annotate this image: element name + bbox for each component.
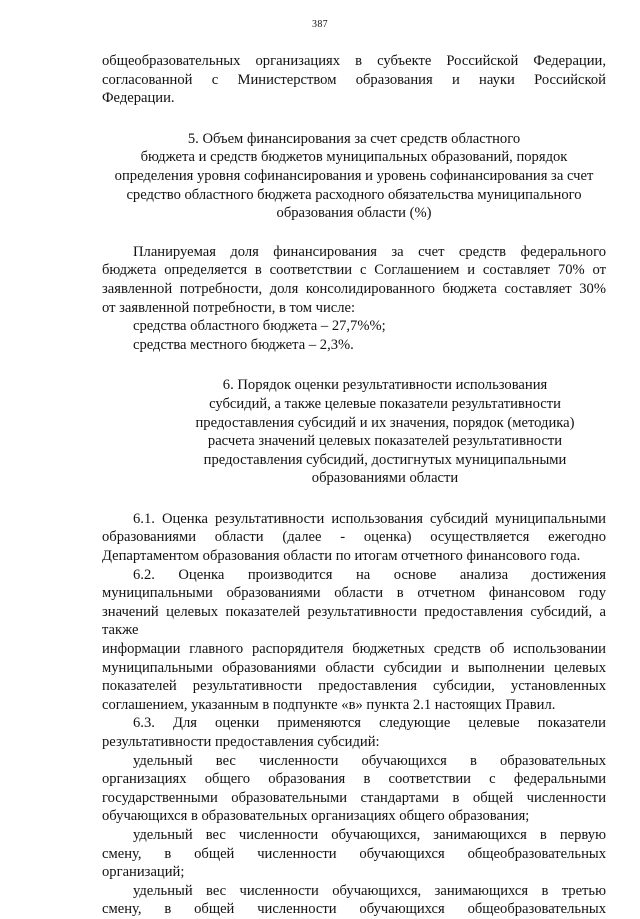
text-line: государственными образовательными стандартами в общей численности — [102, 789, 606, 806]
indicator-3 — [102, 882, 606, 919]
text-line: удельный вес численности обучающихся, занимающихся в третью — [133, 882, 606, 899]
funding-item-regional: средства областного бюджета – 27,7%%; — [133, 318, 386, 335]
heading-line: средство областного бюджета расходного обязательства муниципального — [126, 186, 582, 203]
text-line: соглашением, указанным в подпункте «в» пункта 2.1 настоящих Правил. — [102, 696, 556, 713]
text-line: удельный вес численности обучающихся, занимающихся в первую — [133, 826, 606, 843]
text-line: бюджета определяется в соответствии с Соглашением и составляет 70% от — [102, 262, 606, 279]
heading-line: предоставления субсидий, достигнутых муниципальными — [203, 451, 567, 468]
heading-line: 5. Объем финансирования за счет средств областного — [187, 130, 521, 147]
text-line: муниципальными образованиями области в отчетном финансовом году — [102, 585, 606, 602]
funding-item-local: средства местного бюджета – 2,3%. — [133, 336, 354, 353]
paragraph-6-3 — [102, 714, 606, 751]
text-line: смену, в общей численности обучающихся общеобразовательных — [102, 845, 606, 862]
text-line: показателей результативности предоставления субсидии, установленных — [102, 678, 606, 695]
text-line: муниципальными образованиями области субсидии и выполнении целевых — [102, 659, 606, 676]
text-line: обучающихся в образовательных организациях общего образования; — [102, 808, 530, 825]
text-line: Федерации. — [102, 90, 175, 107]
indicator-2 — [102, 826, 606, 882]
text-line: 6.3. Для оценки применяются следующие целевые показатели — [133, 715, 606, 732]
page-number: 387 — [312, 19, 328, 30]
document-body — [102, 52, 606, 919]
text-line: от заявленной потребности, в том числе: — [102, 299, 356, 316]
text-line: согласованной с Министерством образования и науки Российской — [102, 71, 606, 88]
heading-line: образованиями области — [311, 470, 459, 487]
text-line: образованиями области (далее - оценка) осуществляется ежегодно — [102, 529, 606, 546]
section-5-paragraph — [102, 243, 606, 355]
text-line: информации главного распорядителя бюджетных средств об использовании — [102, 641, 606, 658]
heading-line: субсидий, а также целевые показатели результативности — [209, 395, 561, 412]
text-line: общеобразовательных организациях в субъекте Российской Федерации, — [102, 53, 606, 69]
section-5-heading — [102, 130, 606, 223]
text-line: организаций; — [102, 864, 185, 881]
text-line: удельный вес численности обучающихся в образовательных — [133, 752, 606, 769]
text-line: заявленной потребности, доля консолидированного бюджета составляет 30% — [102, 280, 606, 297]
text-line: 6.1. Оценка результативности использования субсидий муниципальными — [133, 510, 606, 527]
text-line: Планируемая доля финансирования за счет средств федерального — [133, 243, 606, 260]
paragraph-6-1 — [102, 510, 606, 566]
text-line: результативности предоставления субсидий: — [102, 734, 380, 750]
paragraph-6-2 — [102, 566, 606, 715]
heading-line: предоставления субсидий и их значения, порядок (методика) — [195, 414, 575, 431]
heading-line: 6. Порядок оценки результативности использования — [222, 377, 548, 394]
text-line: значений целевых показателей результативности предоставления субсидий, а также — [102, 603, 606, 639]
indicator-1 — [102, 752, 606, 826]
heading-line: расчета значений целевых показателей результативности — [207, 433, 563, 450]
heading-line: определения уровня софинансирования и уровень софинансирования за счет — [114, 167, 594, 184]
text-line: 6.2. Оценка производится на основе анализа достижения — [133, 566, 606, 583]
heading-line: бюджета и средств бюджетов муниципальных образований, порядок — [140, 149, 568, 166]
text-line: организациях общего образования в соответствии с федеральными — [102, 771, 606, 788]
text-line: Департаментом образования области по итогам отчетного финансового года. — [102, 548, 581, 565]
intro-paragraph — [102, 52, 606, 108]
section-6-heading — [164, 376, 606, 488]
heading-line: образования области (%) — [276, 205, 432, 222]
text-line: смену, в общей численности обучающихся общеобразовательных — [102, 901, 606, 918]
